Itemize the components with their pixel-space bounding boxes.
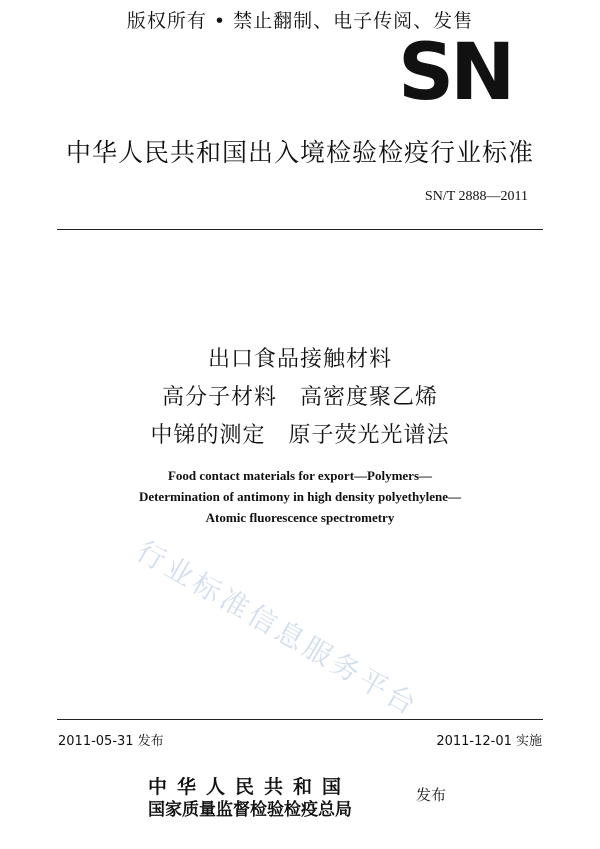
implementation-date: 2011-12-01 实施: [436, 734, 542, 749]
issuer-agency: 国家质量监督检验检疫总局: [148, 800, 352, 820]
organization-title: 中华人民共和国出入境检验检疫行业标准: [65, 138, 534, 167]
title-en-line-2: Determination of antimony in high density polyethylene—: [138, 489, 462, 504]
top-divider: [57, 229, 543, 230]
title-cn-line-2: 高分子材料 高密度聚乙烯: [161, 385, 438, 410]
title-cn-line-3: 中锑的测定 原子荧光光谱法: [150, 423, 450, 448]
standard-number: SN/T 2888—2011: [424, 189, 528, 204]
title-en-line-1: Food contact materials for export—Polymers—: [167, 468, 433, 483]
title-cn-line-1: 出口食品接触材料: [207, 347, 392, 372]
title-en-line-3: Atomic fluorescence spectrometry: [205, 510, 395, 525]
issue-date: 2011-05-31 发布: [58, 734, 164, 749]
copyright-notice: 版权所有 • 禁止翻制、电子传阅、发售: [126, 10, 474, 32]
bottom-divider: [57, 719, 543, 720]
issue-word: 发布: [416, 786, 447, 804]
watermark-text: 行业标准信息服务平台: [131, 534, 425, 723]
issuer-country: 中华人民共和国: [148, 776, 352, 798]
sn-logo: SN: [398, 28, 512, 118]
